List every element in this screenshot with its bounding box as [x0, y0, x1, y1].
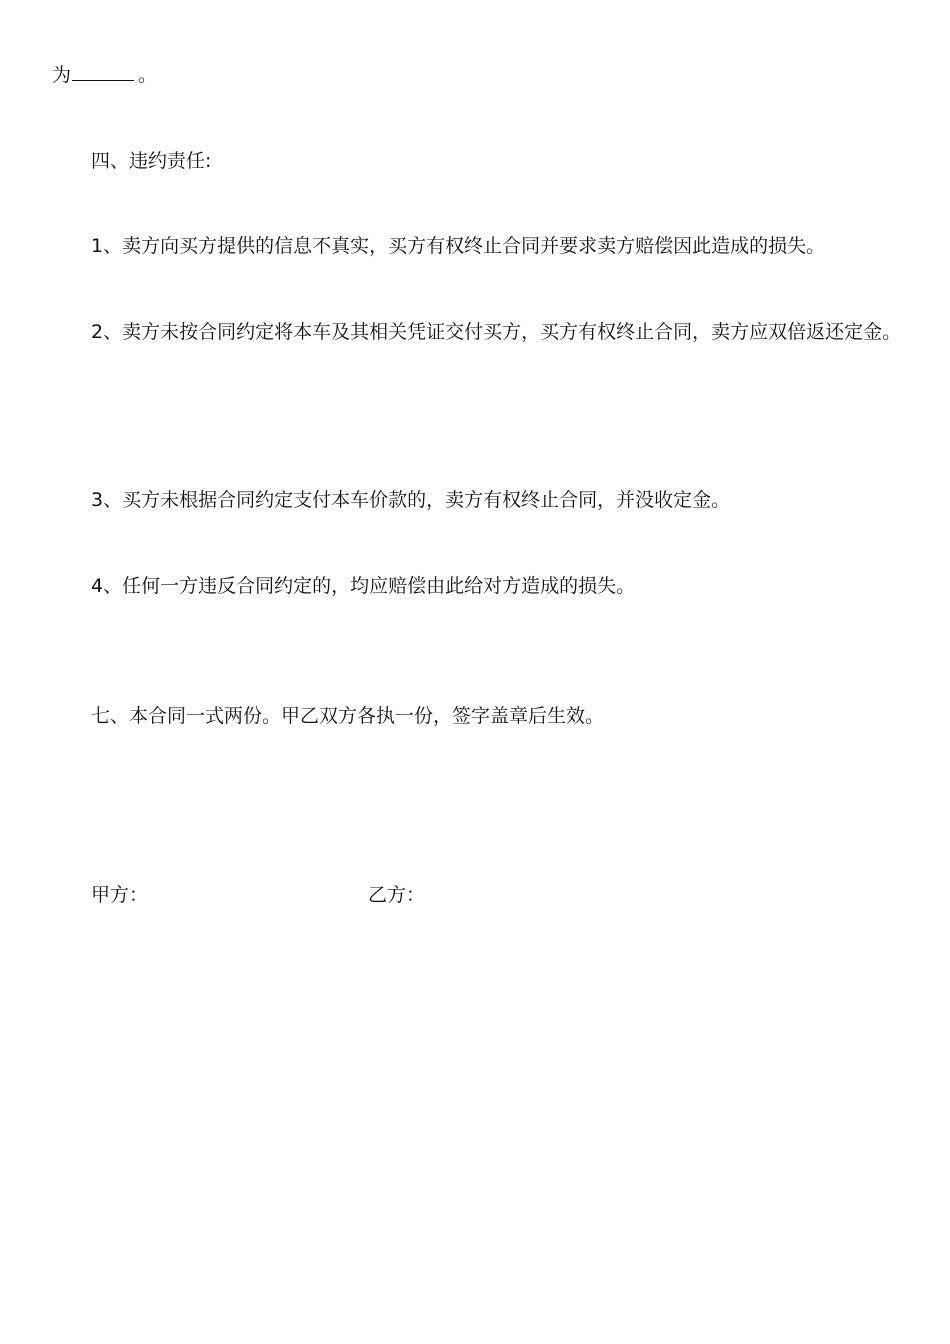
clause-4: 4、任何一方违反合同约定的，均应赔偿由此给对方造成的损失。 [91, 575, 636, 597]
intro-prefix: 为 [52, 64, 72, 86]
clause-3: 3、买方未根据合同约定支付本车价款的，卖方有权终止合同，并没收定金。 [91, 489, 731, 511]
clause-seven: 七、本合同一式两份。甲乙双方各执一份，签字盖章后生效。 [91, 705, 605, 727]
intro-line [52, 66, 157, 85]
party-b-signature-label: 乙方： [368, 884, 426, 906]
blank-underline [72, 79, 134, 81]
intro-suffix: 。 [138, 64, 158, 86]
clause-1: 1、卖方向买方提供的信息不真实，买方有权终止合同并要求卖方赔偿因此造成的损失。 [91, 235, 826, 257]
clause-2: 2、卖方未按合同约定将本车及其相关凭证交付买方，买方有权终止合同，卖方应双倍返还定金。 [91, 321, 902, 343]
party-a-signature-label: 甲方： [91, 884, 149, 906]
section-heading-breach-liability: 四、违约责任: [91, 150, 212, 172]
